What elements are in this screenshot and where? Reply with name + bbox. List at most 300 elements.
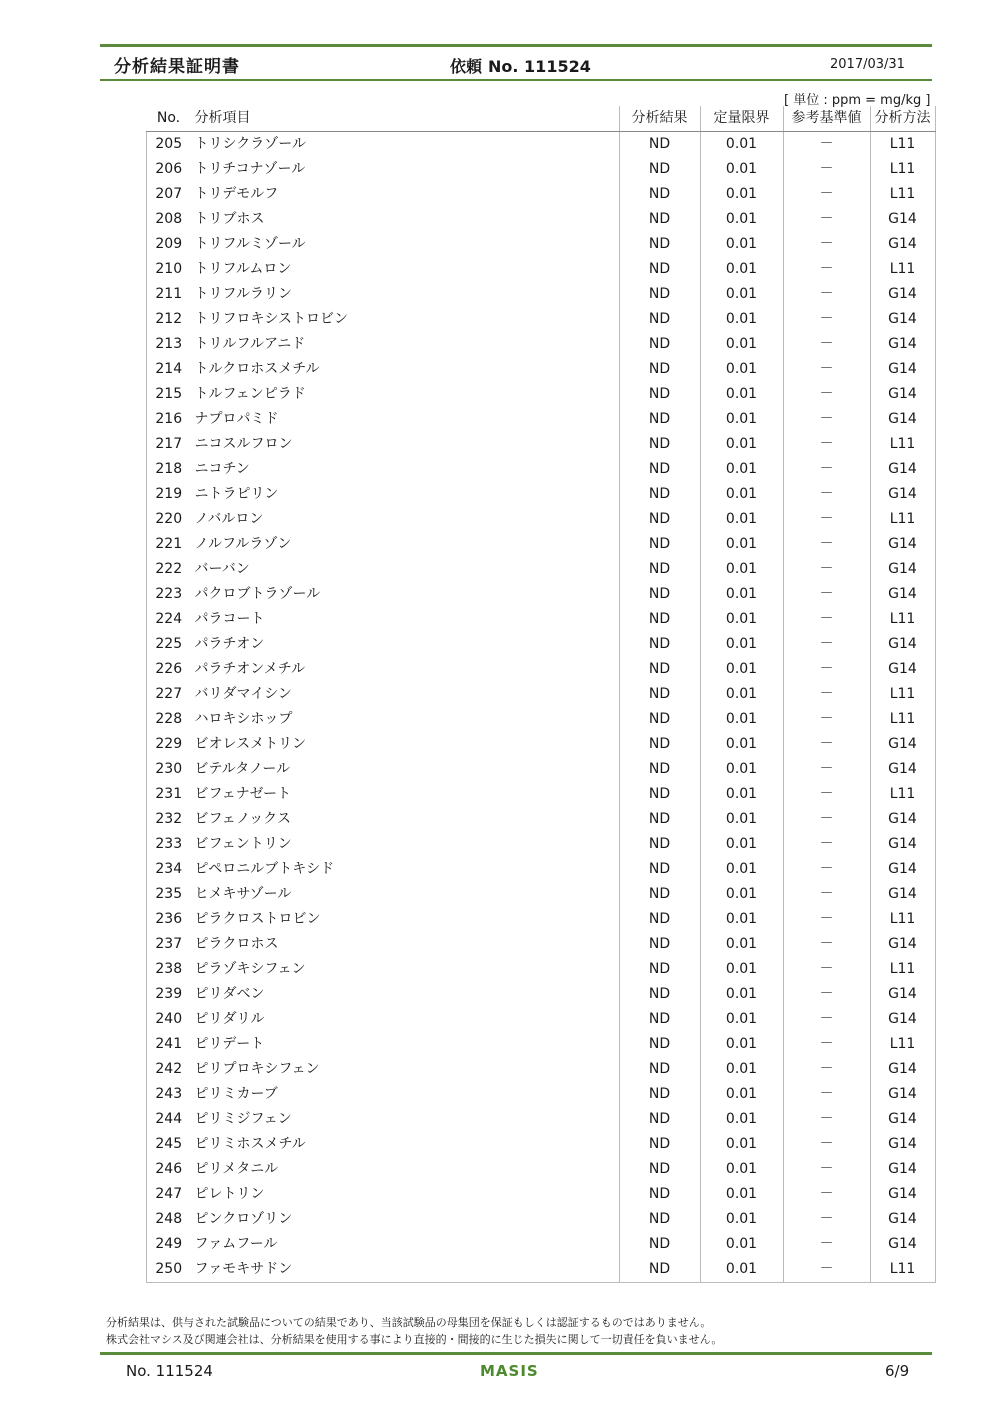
table-row <box>147 882 936 907</box>
row-no: 225 <box>147 632 191 657</box>
row-result: ND <box>619 407 700 432</box>
row-no: 224 <box>147 607 191 632</box>
row-quant-limit: 0.01 <box>700 1207 783 1232</box>
table-row <box>147 457 936 482</box>
row-no: 215 <box>147 382 191 407</box>
table-row <box>147 807 936 832</box>
table-row <box>147 1007 936 1032</box>
row-method: L11 <box>870 907 935 932</box>
row-result: ND <box>619 132 700 158</box>
row-method: G14 <box>870 832 935 857</box>
row-method: L11 <box>870 957 935 982</box>
row-method: G14 <box>870 332 935 357</box>
row-item-name: トリフルラリン <box>194 286 292 302</box>
row-quant-limit: 0.01 <box>700 1132 783 1157</box>
row-no: 234 <box>147 857 191 882</box>
table-row <box>147 382 936 407</box>
row-reference: － <box>783 232 870 257</box>
row-quant-limit: 0.01 <box>700 232 783 257</box>
row-item-name: ピンクロゾリン <box>194 1211 293 1227</box>
row-no: 236 <box>147 907 191 932</box>
unit-note: [ 単位 : ppm = mg/kg ] <box>784 93 931 108</box>
row-result: ND <box>619 307 700 332</box>
row-item-name: ピリミカーブ <box>194 1086 278 1102</box>
row-method: G14 <box>870 882 935 907</box>
row-result: ND <box>619 357 700 382</box>
table-row <box>147 207 936 232</box>
row-quant-limit: 0.01 <box>700 457 783 482</box>
row-no: 222 <box>147 557 191 582</box>
row-no: 207 <box>147 182 191 207</box>
row-no: 216 <box>147 407 191 432</box>
row-quant-limit: 0.01 <box>700 882 783 907</box>
row-method: G14 <box>870 307 935 332</box>
row-item-name: ピリプロキシフェン <box>194 1061 320 1077</box>
row-method: L11 <box>870 432 935 457</box>
row-result: ND <box>619 482 700 507</box>
row-method: L11 <box>870 1032 935 1057</box>
row-quant-limit: 0.01 <box>700 632 783 657</box>
row-method: G14 <box>870 1082 935 1107</box>
results-body <box>147 132 936 1283</box>
table-row <box>147 157 936 182</box>
row-method: L11 <box>870 257 935 282</box>
footer-brand-logo: MASIS <box>480 1362 539 1380</box>
row-reference: － <box>783 507 870 532</box>
row-quant-limit: 0.01 <box>700 157 783 182</box>
row-quant-limit: 0.01 <box>700 957 783 982</box>
table-row <box>147 957 936 982</box>
row-item-name: トリフルムロン <box>194 261 292 277</box>
row-item-name: パクロブトラゾール <box>194 586 321 602</box>
row-method: G14 <box>870 757 935 782</box>
table-row <box>147 507 936 532</box>
header-top-rule <box>100 44 932 47</box>
row-reference: － <box>783 632 870 657</box>
issue-date: 2017/03/31 <box>830 57 905 72</box>
row-result: ND <box>619 957 700 982</box>
row-reference: － <box>783 482 870 507</box>
table-row <box>147 307 936 332</box>
row-quant-limit: 0.01 <box>700 732 783 757</box>
row-reference: － <box>783 1057 870 1082</box>
row-reference: － <box>783 307 870 332</box>
row-result: ND <box>619 657 700 682</box>
row-no: 240 <box>147 1007 191 1032</box>
row-result: ND <box>619 832 700 857</box>
row-result: ND <box>619 582 700 607</box>
row-quant-limit: 0.01 <box>700 257 783 282</box>
table-row <box>147 282 936 307</box>
table-row <box>147 407 936 432</box>
row-reference: － <box>783 557 870 582</box>
row-method: L11 <box>870 157 935 182</box>
table-row <box>147 632 936 657</box>
row-quant-limit: 0.01 <box>700 1157 783 1182</box>
footer-rule <box>100 1352 932 1355</box>
row-result: ND <box>619 682 700 707</box>
row-method: G14 <box>870 1182 935 1207</box>
row-item-name: パラコート <box>194 611 265 627</box>
row-item-name: トリシクラゾール <box>194 136 306 152</box>
row-method: G14 <box>870 382 935 407</box>
row-reference: － <box>783 957 870 982</box>
row-quant-limit: 0.01 <box>700 407 783 432</box>
row-reference: － <box>783 1007 870 1032</box>
row-reference: － <box>783 1082 870 1107</box>
footer-page-number: 6/9 <box>885 1362 910 1380</box>
row-no: 223 <box>147 582 191 607</box>
row-item-name: ピラクロホス <box>194 936 279 952</box>
row-method: G14 <box>870 982 935 1007</box>
row-result: ND <box>619 232 700 257</box>
row-reference: － <box>783 907 870 932</box>
row-method: G14 <box>870 407 935 432</box>
row-quant-limit: 0.01 <box>700 757 783 782</box>
row-item-name: パラチオン <box>194 636 265 652</box>
row-result: ND <box>619 557 700 582</box>
row-quant-limit: 0.01 <box>700 1232 783 1257</box>
row-result: ND <box>619 532 700 557</box>
row-result: ND <box>619 1182 700 1207</box>
row-item-name: トリフロキシストロビン <box>194 311 348 327</box>
row-item-name: トルクロホスメチル <box>194 361 320 377</box>
row-no: 211 <box>147 282 191 307</box>
row-no: 230 <box>147 757 191 782</box>
row-no: 232 <box>147 807 191 832</box>
table-row <box>147 582 936 607</box>
row-no: 250 <box>147 1257 191 1283</box>
table-row <box>147 357 936 382</box>
row-quant-limit: 0.01 <box>700 182 783 207</box>
row-reference: － <box>783 432 870 457</box>
row-result: ND <box>619 1132 700 1157</box>
row-method: G14 <box>870 1232 935 1257</box>
row-method: L11 <box>870 782 935 807</box>
row-item-name: バーバン <box>194 561 250 577</box>
row-item-name: パラチオンメチル <box>194 661 306 677</box>
row-method: G14 <box>870 657 935 682</box>
row-no: 218 <box>147 457 191 482</box>
table-row <box>147 1107 936 1132</box>
table-row <box>147 232 936 257</box>
row-reference: － <box>783 857 870 882</box>
table-row <box>147 682 936 707</box>
row-result: ND <box>619 807 700 832</box>
row-result: ND <box>619 507 700 532</box>
table-row <box>147 1257 936 1283</box>
row-quant-limit: 0.01 <box>700 782 783 807</box>
row-method: G14 <box>870 1057 935 1082</box>
row-method: G14 <box>870 232 935 257</box>
row-quant-limit: 0.01 <box>700 682 783 707</box>
row-result: ND <box>619 457 700 482</box>
row-result: ND <box>619 382 700 407</box>
row-item-name: トリブホス <box>194 211 265 227</box>
table-header-row <box>147 106 936 132</box>
row-reference: － <box>783 182 870 207</box>
row-quant-limit: 0.01 <box>700 1007 783 1032</box>
row-quant-limit: 0.01 <box>700 132 783 158</box>
row-reference: － <box>783 207 870 232</box>
row-no: 205 <box>147 132 191 158</box>
table-row <box>147 332 936 357</box>
row-reference: － <box>783 1207 870 1232</box>
col-header-result: 分析結果 <box>619 106 700 132</box>
row-result: ND <box>619 1257 700 1283</box>
row-method: L11 <box>870 132 935 158</box>
row-quant-limit: 0.01 <box>700 907 783 932</box>
row-no: 229 <box>147 732 191 757</box>
row-item-name: トリチコナゾール <box>194 161 306 177</box>
row-method: G14 <box>870 857 935 882</box>
row-result: ND <box>619 632 700 657</box>
row-result: ND <box>619 207 700 232</box>
row-reference: － <box>783 457 870 482</box>
row-method: G14 <box>870 457 935 482</box>
row-no: 244 <box>147 1107 191 1132</box>
table-row <box>147 1182 936 1207</box>
row-reference: － <box>783 332 870 357</box>
row-reference: － <box>783 882 870 907</box>
row-item-name: トリデモルフ <box>194 186 279 202</box>
request-no-value: No. 111524 <box>488 57 591 76</box>
row-item-name: ピラクロストロビン <box>194 911 321 927</box>
row-quant-limit: 0.01 <box>700 857 783 882</box>
row-method: G14 <box>870 557 935 582</box>
row-item-name: ビテルタノール <box>194 761 291 777</box>
table-row <box>147 832 936 857</box>
row-reference: － <box>783 1107 870 1132</box>
table-row <box>147 857 936 882</box>
row-method: G14 <box>870 632 935 657</box>
row-item-name: ビオレスメトリン <box>194 736 307 752</box>
row-quant-limit: 0.01 <box>700 982 783 1007</box>
row-quant-limit: 0.01 <box>700 832 783 857</box>
table-row <box>147 482 936 507</box>
row-method: G14 <box>870 207 935 232</box>
row-no: 206 <box>147 157 191 182</box>
col-header-method: 分析方法 <box>870 106 935 132</box>
col-header-no: No. <box>147 106 191 132</box>
row-result: ND <box>619 282 700 307</box>
row-quant-limit: 0.01 <box>700 1057 783 1082</box>
row-method: G14 <box>870 1007 935 1032</box>
row-reference: － <box>783 257 870 282</box>
row-method: G14 <box>870 282 935 307</box>
row-reference: － <box>783 707 870 732</box>
row-no: 246 <box>147 1157 191 1182</box>
row-no: 245 <box>147 1132 191 1157</box>
header-bottom-rule <box>100 79 932 81</box>
row-reference: － <box>783 1182 870 1207</box>
row-item-name: ナプロパミド <box>194 411 279 427</box>
table-row <box>147 1132 936 1157</box>
table-row <box>147 257 936 282</box>
row-no: 210 <box>147 257 191 282</box>
table-row <box>147 132 936 158</box>
row-result: ND <box>619 707 700 732</box>
row-item-name: ファムフール <box>194 1236 278 1252</box>
row-quant-limit: 0.01 <box>700 707 783 732</box>
col-header-reference: 参考基準値 <box>783 106 870 132</box>
row-reference: － <box>783 357 870 382</box>
table-row <box>147 707 936 732</box>
row-item-name: ピラゾキシフェン <box>194 961 306 977</box>
row-quant-limit: 0.01 <box>700 332 783 357</box>
row-item-name: ニトラピリン <box>194 486 279 502</box>
table-row <box>147 1032 936 1057</box>
row-reference: － <box>783 382 870 407</box>
row-quant-limit: 0.01 <box>700 1107 783 1132</box>
row-method: G14 <box>870 1157 935 1182</box>
row-quant-limit: 0.01 <box>700 432 783 457</box>
row-method: G14 <box>870 732 935 757</box>
table-row <box>147 1082 936 1107</box>
row-item-name: ピペロニルブトキシド <box>194 861 335 877</box>
row-method: G14 <box>870 357 935 382</box>
row-reference: － <box>783 757 870 782</box>
row-reference: － <box>783 782 870 807</box>
row-reference: － <box>783 532 870 557</box>
row-no: 249 <box>147 1232 191 1257</box>
table-row <box>147 1157 936 1182</box>
row-item-name: ヒメキサゾール <box>194 886 292 902</box>
row-item-name: ピリミジフェン <box>194 1111 292 1127</box>
row-item-name: ピリダベン <box>194 986 265 1002</box>
results-table <box>146 106 936 1283</box>
row-no: 228 <box>147 707 191 732</box>
row-no: 247 <box>147 1182 191 1207</box>
row-reference: － <box>783 732 870 757</box>
disclaimer-line-1: 分析結果は、供与された試験品についての結果であり、当該試験品の母集団を保証もしくは認証するものではありません。 <box>106 1316 712 1329</box>
row-no: 227 <box>147 682 191 707</box>
row-result: ND <box>619 607 700 632</box>
row-result: ND <box>619 257 700 282</box>
row-quant-limit: 0.01 <box>700 932 783 957</box>
row-quant-limit: 0.01 <box>700 357 783 382</box>
table-row <box>147 557 936 582</box>
row-no: 233 <box>147 832 191 857</box>
row-quant-limit: 0.01 <box>700 532 783 557</box>
table-row <box>147 1207 936 1232</box>
request-number <box>450 54 591 77</box>
row-item-name: トルフェンピラド <box>194 386 306 402</box>
row-item-name: ニコチン <box>194 461 250 477</box>
row-quant-limit: 0.01 <box>700 482 783 507</box>
row-quant-limit: 0.01 <box>700 507 783 532</box>
row-method: G14 <box>870 532 935 557</box>
row-result: ND <box>619 432 700 457</box>
row-method: G14 <box>870 482 935 507</box>
table-row <box>147 607 936 632</box>
row-method: L11 <box>870 607 935 632</box>
row-no: 209 <box>147 232 191 257</box>
row-quant-limit: 0.01 <box>700 1182 783 1207</box>
footer-doc-number: No. 111524 <box>126 1362 213 1380</box>
row-result: ND <box>619 1082 700 1107</box>
row-no: 248 <box>147 1207 191 1232</box>
row-result: ND <box>619 1107 700 1132</box>
table-row <box>147 532 936 557</box>
table-row <box>147 432 936 457</box>
row-result: ND <box>619 882 700 907</box>
row-quant-limit: 0.01 <box>700 582 783 607</box>
row-method: G14 <box>870 1132 935 1157</box>
row-item-name: トリフルミゾール <box>194 236 306 252</box>
table-row <box>147 932 936 957</box>
col-header-limit: 定量限界 <box>700 106 783 132</box>
row-result: ND <box>619 982 700 1007</box>
row-reference: － <box>783 832 870 857</box>
row-quant-limit: 0.01 <box>700 1082 783 1107</box>
row-item-name: ピリダリル <box>194 1011 265 1027</box>
row-no: 217 <box>147 432 191 457</box>
row-no: 220 <box>147 507 191 532</box>
row-quant-limit: 0.01 <box>700 282 783 307</box>
row-quant-limit: 0.01 <box>700 207 783 232</box>
row-item-name: ファモキサドン <box>191 1257 620 1283</box>
row-result: ND <box>619 1007 700 1032</box>
row-no: 239 <box>147 982 191 1007</box>
row-no: 235 <box>147 882 191 907</box>
row-item-name: バリダマイシン <box>194 686 292 702</box>
row-no: 243 <box>147 1082 191 1107</box>
disclaimer-line-2: 株式会社マシス及び関連会社は、分析結果を使用する事により直接的・間接的に生じた損失に関して一切責任を負いません。 <box>106 1333 723 1346</box>
row-reference: － <box>783 1257 870 1283</box>
row-result: ND <box>619 157 700 182</box>
row-reference: － <box>783 1132 870 1157</box>
row-reference: － <box>783 1032 870 1057</box>
document-title: 分析結果証明書 <box>114 57 240 77</box>
row-reference: － <box>783 1157 870 1182</box>
row-quant-limit: 0.01 <box>700 1257 783 1283</box>
row-method: G14 <box>870 932 935 957</box>
table-row <box>147 907 936 932</box>
row-reference: － <box>783 157 870 182</box>
col-header-item: 分析項目 <box>191 106 620 132</box>
row-item-name: ニコスルフロン <box>194 436 293 452</box>
row-reference: － <box>783 132 870 158</box>
row-result: ND <box>619 1207 700 1232</box>
row-no: 238 <box>147 957 191 982</box>
table-row <box>147 1232 936 1257</box>
row-item-name: ピレトリン <box>194 1186 265 1202</box>
request-label: 依頼 <box>450 57 483 76</box>
row-result: ND <box>619 1057 700 1082</box>
row-reference: － <box>783 932 870 957</box>
row-item-name: ピリミホスメチル <box>194 1136 306 1152</box>
row-quant-limit: 0.01 <box>700 657 783 682</box>
row-item-name: トリルフルアニド <box>194 336 306 352</box>
row-item-name: ビフェナゼート <box>194 786 291 802</box>
row-no: 237 <box>147 932 191 957</box>
table-row <box>147 182 936 207</box>
row-no: 214 <box>147 357 191 382</box>
row-reference: － <box>783 657 870 682</box>
table-row <box>147 1057 936 1082</box>
row-method: G14 <box>870 807 935 832</box>
table-row <box>147 657 936 682</box>
row-result: ND <box>619 1032 700 1057</box>
row-result: ND <box>619 907 700 932</box>
row-item-name: ピリデート <box>194 1036 265 1052</box>
row-result: ND <box>619 1232 700 1257</box>
row-quant-limit: 0.01 <box>700 607 783 632</box>
row-reference: － <box>783 607 870 632</box>
row-no: 213 <box>147 332 191 357</box>
row-method: L11 <box>870 1257 935 1283</box>
